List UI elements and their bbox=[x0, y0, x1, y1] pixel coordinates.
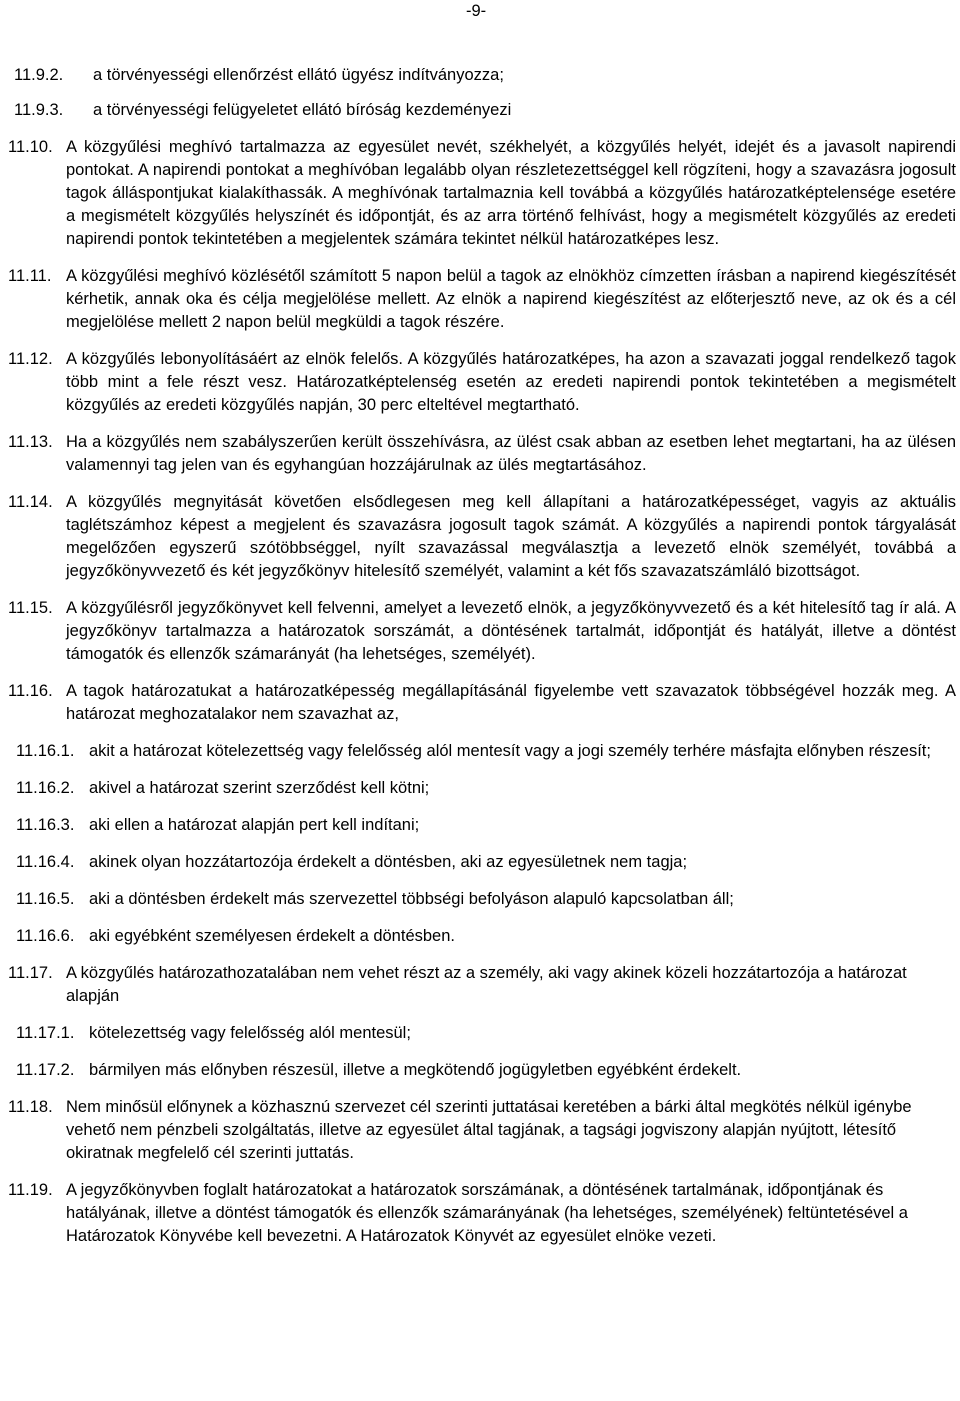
clause-11-13 bbox=[8, 431, 956, 477]
clause-text: aki ellen a határozat alapján pert kell indítani; bbox=[89, 816, 420, 834]
clause-number: 11.10. bbox=[8, 138, 53, 156]
clause-number: 11.11. bbox=[8, 267, 52, 285]
clause-11-16-4 bbox=[8, 851, 956, 874]
clause-text: A jegyzőkönyvben foglalt határozatokat a határozatok sorszámának, a döntésének tartalmának, időpontjának és hatályának, illetve a döntést támogatók és ellenzők számarányának (ha lehetséges, személyének) feltüntetésével a Határozatok Könyvébe kell bevezetni. A Határozatok Könyvét az egyesület elnöke vezeti. bbox=[66, 1181, 908, 1245]
clause-text: A közgyűlési meghívó közlésétől számított 5 napon belül a tagok az elnökhöz címzetten írásban a napirend kiegészítését kérhetik, annak oka és célja megjelölése mellett. Az elnök a napirend kiegészítést az előterjesztő neve, az ok és a cél megjelölése mellett 2 napon belül megküldi a tagok részére. bbox=[66, 267, 956, 331]
clause-text: akivel a határozat szerint szerződést kell kötni; bbox=[89, 779, 430, 797]
clause-number: 11.16.4. bbox=[16, 853, 75, 871]
clause-text: A közgyűlés megnyitását követően elsődlegesen meg kell állapítani a határozatképességet, vagyis az aktuális taglétszámhoz képest a megjelent és szavazásra jogosult tagok számát. A közgyűlés a napirendi pontok tárgyalását megelőzően egyszerű szótöbbséggel, nyílt szavazással megválasztja a levezető elnök személyét, továbbá a jegyzőkönyvvezető és két jegyzőkönyv hitelesítő személyét, valamint a két fős szavazatszámláló bizottságot. bbox=[66, 493, 956, 580]
page-number: -9- bbox=[466, 2, 487, 20]
clause-text: Nem minősül előnynek a közhasznú szervezet cél szerinti juttatásai keretében a bárki által megkötés nélkül igénybe vehető nem pénzbeli szolgáltatás, illetve az egyesület által tagjának, a tagsági jogviszony alapján nyújtott, létesítő okiratnak megfelelő cél szerinti juttatás. bbox=[66, 1098, 912, 1162]
clause-11-9-2 bbox=[8, 64, 956, 87]
clause-text: a törvényességi ellenőrzést ellátó ügyész indítványozza; bbox=[93, 66, 504, 84]
clause-number: 11.14. bbox=[8, 493, 53, 511]
clause-11-16-6 bbox=[8, 925, 956, 948]
clause-number: 11.16. bbox=[8, 682, 53, 700]
clause-text: A közgyűlés lebonyolításáért az elnök felelős. A közgyűlés határozatképes, ha azon a szavazati joggal rendelkező tagok több mint a fele részt vesz. Határozatképtelenség esetén az eredeti napirendi pontok tekintetében a megismételt közgyűlés az eredeti közgyűlés napján, 30 perc elteltével megtartható. bbox=[66, 350, 956, 414]
clause-text: aki egyébként személyesen érdekelt a döntésben. bbox=[89, 927, 455, 945]
clause-number: 11.17.1. bbox=[16, 1024, 75, 1042]
clause-11-16-5 bbox=[8, 888, 956, 911]
clause-number: 11.9.3. bbox=[14, 101, 64, 119]
clause-11-17-1 bbox=[8, 1022, 956, 1045]
clause-11-16-2 bbox=[8, 777, 956, 800]
clause-11-11 bbox=[8, 265, 956, 334]
clause-number: 11.16.3. bbox=[16, 816, 75, 834]
clause-11-16-3 bbox=[8, 814, 956, 837]
clause-number: 11.17.2. bbox=[16, 1061, 75, 1079]
document-body bbox=[8, 64, 956, 1248]
clause-11-12 bbox=[8, 348, 956, 417]
clause-number: 11.12. bbox=[8, 350, 53, 368]
clause-11-14 bbox=[8, 491, 956, 583]
clause-number: 11.18. bbox=[8, 1098, 53, 1116]
clause-11-16-1 bbox=[8, 740, 956, 763]
clause-text: kötelezettség vagy felelősség alól mentesül; bbox=[89, 1024, 411, 1042]
clause-number: 11.15. bbox=[8, 599, 53, 617]
clause-11-17 bbox=[8, 962, 956, 1008]
clause-text: Ha a közgyűlés nem szabályszerűen került összehívásra, az ülést csak abban az esetben lehet megtartani, ha az ülésen valamennyi tag jelen van és egyhangúan hozzájárulnak az ülés megtartásához. bbox=[66, 433, 956, 474]
clause-11-17-2 bbox=[8, 1059, 956, 1082]
clause-11-9-3 bbox=[8, 99, 956, 122]
clause-number: 11.16.6. bbox=[16, 927, 75, 945]
clause-11-19 bbox=[8, 1179, 956, 1248]
clause-11-15 bbox=[8, 597, 956, 666]
clause-text: aki a döntésben érdekelt más szervezettel többségi befolyáson alapuló kapcsolatban áll; bbox=[89, 890, 734, 908]
clause-number: 11.16.5. bbox=[16, 890, 75, 908]
clause-text: akit a határozat kötelezettség vagy felelősség alól mentesít vagy a jogi személy terhére másfajta előnyben részesít; bbox=[89, 742, 931, 760]
clause-text: akinek olyan hozzátartozója érdekelt a döntésben, aki az egyesületnek nem tagja; bbox=[89, 853, 688, 871]
clause-text: A közgyűlés határozathozatalában nem vehet részt az a személy, aki vagy akinek közeli hozzátartozója a határozat alapján bbox=[66, 964, 907, 1005]
clause-number: 11.16.2. bbox=[16, 779, 75, 797]
clause-11-16 bbox=[8, 680, 956, 726]
clause-11-18 bbox=[8, 1096, 956, 1165]
clause-text: A közgyűlésről jegyzőkönyvet kell felvenni, amelyet a levezető elnök, a jegyzőkönyvvezető és a két hitelesítő tag ír alá. A jegyzőkönyv tartalmazza a határozatok sorszámát, a döntésének tartalmát, időpontját és hatályát, illetve a döntést támogatók és ellenzők számarányát (ha lehetséges, személyét). bbox=[66, 599, 956, 663]
clause-text: a törvényességi felügyeletet ellátó bíróság kezdeményezi bbox=[93, 101, 512, 119]
clause-number: 11.19. bbox=[8, 1181, 53, 1199]
clause-11-10 bbox=[8, 136, 956, 251]
clause-text: A közgyűlési meghívó tartalmazza az egyesület nevét, székhelyét, a közgyűlés helyét, idejét és a javasolt napirendi pontokat. A napirendi pontokat a meghívóban legalább olyan részletezettséggel kell rögzíteni, hogy a szavazásra jogosult tagok álláspontjukat kialakíthassák. A meghívónak tartalmaznia kell továbbá a közgyűlés határozatképtelensége esetére a megismételt közgyűlés helyszínét és időpontját, és az arra történő felhívást, hogy a megismételt közgyűlés az eredeti napirendi pontok tekintetében a megjelentek számára tekintet nélkül határozatképes lesz. bbox=[66, 138, 956, 248]
clause-number: 11.16.1. bbox=[16, 742, 75, 760]
clause-number: 11.13. bbox=[8, 433, 53, 451]
clause-number: 11.17. bbox=[8, 964, 53, 982]
clause-number: 11.9.2. bbox=[14, 66, 64, 84]
clause-text: bármilyen más előnyben részesül, illetve a megkötendő jogügyletben egyébként érdekelt. bbox=[89, 1061, 742, 1079]
clause-text: A tagok határozatukat a határozatképesség megállapításánál figyelembe vett szavazatok többségével hozzák meg. A határozat meghozatalakor nem szavazhat az, bbox=[66, 682, 956, 723]
